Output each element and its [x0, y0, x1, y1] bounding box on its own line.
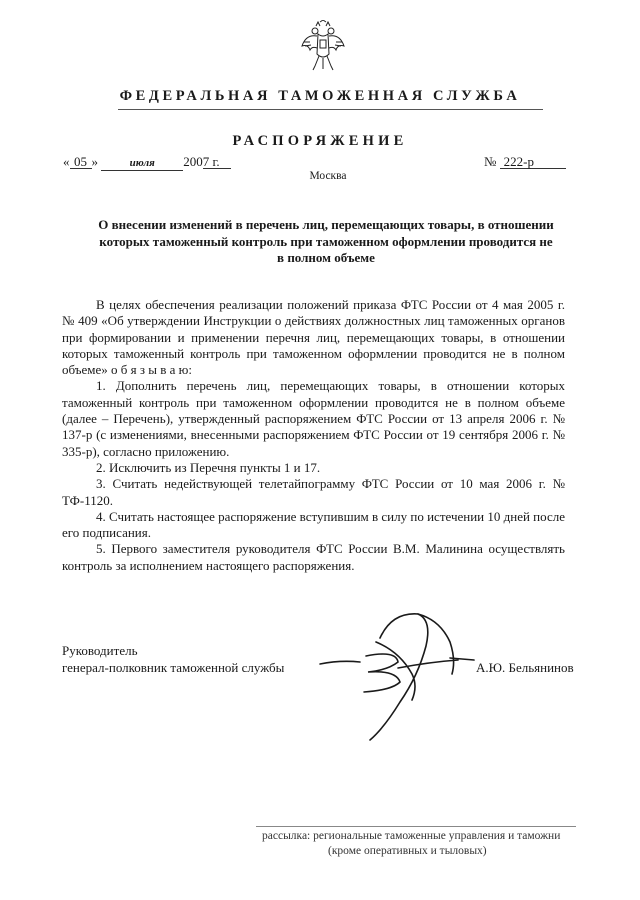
header-divider [118, 109, 543, 110]
signatory-name: А.Ю. Бельянинов [476, 660, 574, 675]
document-number [484, 154, 566, 170]
date-year-suffix: 7 г. [203, 155, 231, 169]
date-month: июля [101, 157, 183, 171]
city: Москва [309, 170, 347, 182]
order-item-1: 1. Дополнить перечень лиц, перемещающих товары, в отношении которых таможенный контроль при таможенном оформлении проводится не в полном объеме (далее – Перечень), утвержденный распоряжением ФТС России от 13 апреля 2006 г. № 137-р (с изменениями, внесенными распоряжением ФТС России от 19 сентября 2006 г. № 335-р), согласно приложению. [62, 378, 565, 459]
number-value: 222-р [500, 155, 566, 169]
distribution-line-1: рассылка: региональные таможенные управления и таможни [262, 830, 561, 842]
date-close-quote: » [91, 154, 98, 169]
preamble-paragraph: В целях обеспечения реализации положений приказа ФТС России от 4 мая 2005 г. № 409 «Об утверждении Инструкции о действиях должностных лиц таможенных органов при формировании и применении перечня лиц, перемещающих товары, в отношении которых таможенный контроль при таможенном оформлении проводится не в полном объеме» о б я з ы в а ю: [62, 297, 565, 378]
agency-name: ФЕДЕРАЛЬНАЯ ТАМОЖЕННАЯ СЛУЖБА [119, 88, 521, 104]
handwritten-signature [300, 590, 480, 750]
order-item-3: 3. Считать недействующей телетайпограмму ФТС России от 10 мая 2006 г. № ТФ-1120. [62, 476, 565, 508]
date-line [63, 154, 231, 171]
order-item-5: 5. Первого заместителя руководителя ФТС России В.М. Малинина осуществлять контроль за исполнением настоящего распоряжения. [62, 541, 565, 573]
document-body [62, 297, 565, 574]
document-type: РАСПОРЯЖЕНИЕ [232, 133, 408, 149]
distribution-divider [256, 826, 576, 827]
double-headed-eagle-icon [300, 20, 346, 72]
order-item-2: 2. Исключить из Перечня пункты 1 и 17. [96, 459, 321, 475]
date-open-quote: « [63, 154, 70, 169]
number-label: № [484, 154, 497, 169]
signatory-role-line-2: генерал-полковник таможенной службы [62, 660, 285, 675]
signatory-role-line-1: Руководитель [62, 643, 138, 658]
order-item-4: 4. Считать настоящее распоряжение вступившим в силу по истечении 10 дней после его подписания. [62, 508, 565, 541]
date-year-prefix: 200 [183, 154, 203, 169]
document-subject: О внесении изменений в перечень лиц, перемещающих товары, в отношении которых таможенный контроль при таможенном оформлении проводится не в полном объеме [98, 217, 554, 265]
distribution-line-2: (кроме оперативных и тыловых) [328, 845, 487, 857]
date-day: 05 [70, 155, 92, 169]
